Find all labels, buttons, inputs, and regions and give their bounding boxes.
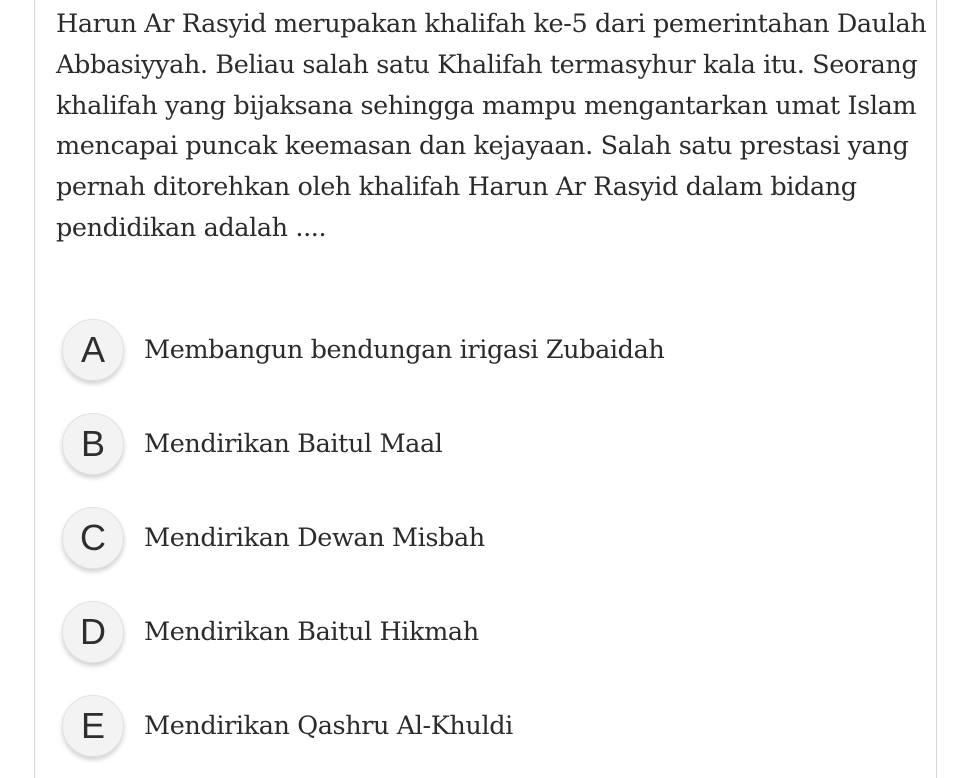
option-e[interactable] [62,694,922,758]
option-letter-a[interactable]: A [62,319,124,381]
question-line: mencapai puncak keemasan dan kejayaan. Salah satu prestasi yang [56,131,909,162]
option-text-c[interactable]: Mendirikan Dewan Misbah [144,523,485,553]
question-line: pernah ditorehkan oleh khalifah Harun Ar Rasyid dalam bidang [56,172,857,203]
question-line: khalifah yang bijaksana sehingga mampu mengantarkan umat Islam [56,90,917,121]
option-text-e[interactable]: Mendirikan Qashru Al-Khuldi [144,711,513,741]
option-d[interactable] [62,600,922,664]
question-line: pendidikan adalah .... [56,212,327,243]
option-text-b[interactable]: Mendirikan Baitul Maal [144,429,443,459]
option-a[interactable] [62,318,922,382]
option-letter-b[interactable]: B [62,413,124,475]
option-text-a[interactable]: Membangun bendungan irigasi Zubaidah [144,335,665,365]
option-letter-d[interactable]: D [62,601,124,663]
option-c[interactable] [62,506,922,570]
option-b[interactable] [62,412,922,476]
question-line: Abbasiyyah. Beliau salah satu Khalifah termasyhur kala itu. Seorang [56,49,918,80]
option-letter-e[interactable]: E [62,695,124,757]
question-line: Harun Ar Rasyid merupakan khalifah ke-5 dari pemerintahan Daulah [56,9,927,39]
option-text-d[interactable]: Mendirikan Baitul Hikmah [144,617,479,647]
option-letter-c[interactable]: C [62,507,124,569]
question-text [56,4,956,249]
